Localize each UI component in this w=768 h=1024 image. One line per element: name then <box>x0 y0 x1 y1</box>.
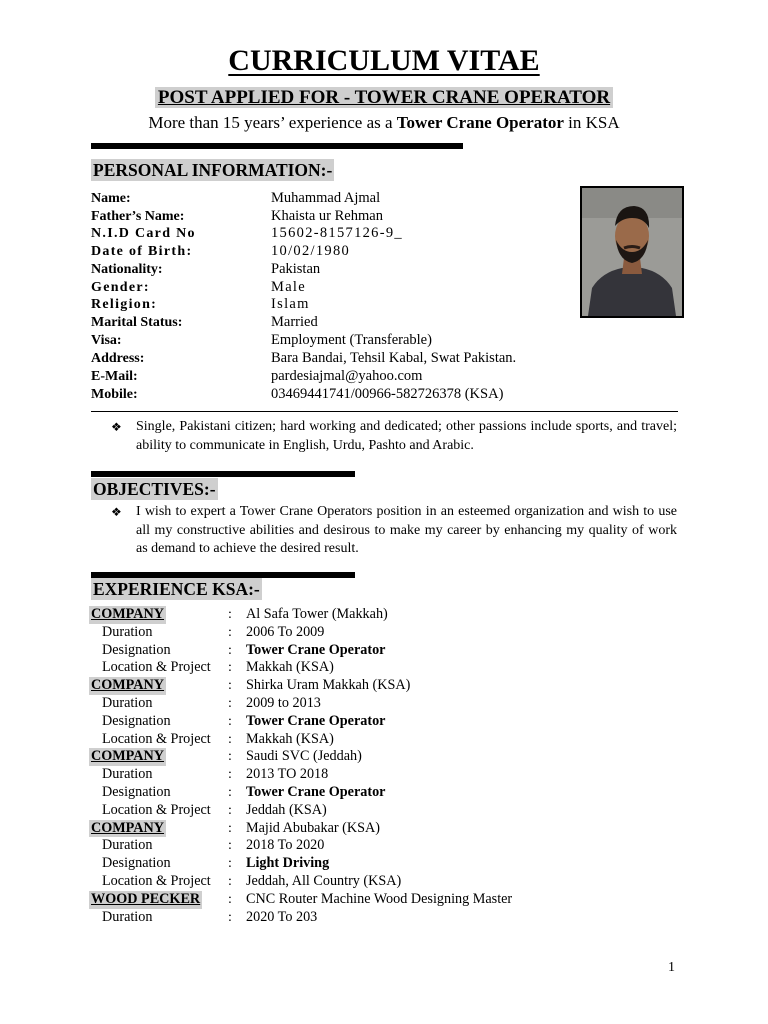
value-nid: 15602-8157126-9_ <box>271 225 403 241</box>
objectives-paragraph <box>91 503 677 559</box>
experience-value: Jeddah, All Country (KSA) <box>246 873 402 889</box>
colon-separator: : <box>228 856 232 872</box>
colon-separator: : <box>228 660 232 676</box>
experience-label: Designation <box>102 855 171 872</box>
colon-separator: : <box>228 696 232 711</box>
label-marital-status: Marital Status: <box>91 315 183 330</box>
colon-separator: : <box>228 624 232 640</box>
colon-separator: : <box>228 642 232 658</box>
post-applied <box>0 87 768 109</box>
company-name: CNC Router Machine Wood Designing Master <box>246 890 513 907</box>
colon-separator: : <box>228 713 232 729</box>
experience-value: Tower Crane Operator <box>246 712 386 729</box>
colon-separator: : <box>228 607 232 622</box>
colon-separator: : <box>228 731 232 747</box>
value-gender: Male <box>271 279 306 295</box>
experience-label: Location & Project <box>102 659 211 676</box>
label-visa: Visa: <box>91 333 122 348</box>
experience-label: Location & Project <box>102 801 211 818</box>
experience-label: Designation <box>102 641 171 658</box>
value-marital-status: Married <box>271 314 318 330</box>
person-silhouette-icon <box>582 188 682 316</box>
value-visa: Employment (Transferable) <box>271 332 432 348</box>
experience-value: 2020 To 203 <box>246 908 318 925</box>
section-heading-experience: EXPERIENCE KSA:- <box>93 579 260 599</box>
colon-separator: : <box>228 874 232 889</box>
label-nationality: Nationality: <box>91 262 163 277</box>
label-email: E-Mail: <box>91 369 138 384</box>
company-name: Saudi SVC (Jeddah) <box>246 748 362 765</box>
colon-separator: : <box>228 678 232 694</box>
label-gender: Gender: <box>91 280 150 295</box>
label-religion: Religion: <box>91 297 158 312</box>
value-mobile: 03469441741/00966-582726378 (KSA) <box>271 386 504 402</box>
page-number: 1 <box>668 960 675 975</box>
experience-label: Designation <box>102 712 171 729</box>
colon-separator: : <box>228 909 232 925</box>
value-address: Bara Bandai, Tehsil Kabal, Swat Pakistan. <box>271 350 517 366</box>
experience-label: Location & Project <box>102 873 211 889</box>
value-dob: 10/02/1980 <box>271 243 351 259</box>
section-heading-personal: PERSONAL INFORMATION:- <box>93 160 333 180</box>
divider <box>91 411 678 412</box>
experience-summary-line <box>0 113 768 133</box>
colon-separator: : <box>228 767 232 783</box>
experience-value: Tower Crane Operator <box>246 641 386 658</box>
personal-summary <box>91 418 677 455</box>
value-email: pardesiajmal@yahoo.com <box>271 368 423 384</box>
company-label: WOOD PECKER <box>91 890 201 907</box>
value-name: Muhammad Ajmal <box>271 190 381 206</box>
company-label: COMPANY <box>91 819 165 836</box>
experience-value: Light Driving <box>246 855 330 872</box>
divider <box>91 143 463 149</box>
experience-label: Designation <box>102 784 171 800</box>
diamond-bullet-icon: ❖ <box>111 420 122 434</box>
personal-summary-text: Single, Pakistani citizen; hard working and dedicated; other passions include sports, and travel; ability to communicate in English, Urdu, Pashto and Arabic. <box>136 419 677 453</box>
section-heading-objectives: OBJECTIVES:- <box>93 479 216 499</box>
value-fathers-name: Khaista ur Rehman <box>271 208 383 224</box>
divider <box>91 471 355 477</box>
company-name: Al Safa Tower (Makkah) <box>246 606 388 622</box>
company-label: COMPANY <box>91 748 165 765</box>
experience-value: Makkah (KSA) <box>246 659 334 676</box>
profile-photo <box>580 186 684 318</box>
experience-value: 2009 to 2013 <box>246 695 321 711</box>
objectives-text: I wish to expert a Tower Crane Operators position in an esteemed organization and wish to use all my constructive abilities and desirous to make my career by enhancing my quality of work as demand to achieve the desired result. <box>136 504 677 556</box>
experience-value: Makkah (KSA) <box>246 730 334 747</box>
label-mobile: Mobile: <box>91 387 138 402</box>
label-name: Name: <box>91 191 131 206</box>
colon-separator: : <box>228 820 232 836</box>
company-name: Shirka Uram Makkah (KSA) <box>246 677 411 694</box>
company-label: COMPANY <box>91 606 165 622</box>
colon-separator: : <box>228 785 232 800</box>
experience-value: Tower Crane Operator <box>246 784 386 800</box>
experience-label: Duration <box>102 837 153 854</box>
experience-label: Duration <box>102 908 153 925</box>
post-applied-text: POST APPLIED FOR - TOWER CRANE OPERATOR <box>155 87 613 108</box>
experience-value: 2006 To 2009 <box>246 623 325 640</box>
label-dob: Date of Birth: <box>91 244 193 259</box>
experience-label: Duration <box>102 766 153 783</box>
colon-separator: : <box>228 838 232 854</box>
colon-separator: : <box>228 802 232 818</box>
summary-pre: More than 15 years’ experience as a <box>148 113 397 132</box>
summary-bold: Tower Crane Operator <box>396 113 564 132</box>
experience-label: Duration <box>102 695 153 711</box>
summary-post: in KSA <box>563 113 620 132</box>
label-address: Address: <box>91 351 145 366</box>
company-name: Majid Abubakar (KSA) <box>246 819 380 836</box>
label-fathers-name: Father’s Name: <box>91 209 185 224</box>
value-nationality: Pakistan <box>271 261 321 277</box>
experience-value: 2018 To 2020 <box>246 837 325 854</box>
experience-label: Duration <box>102 623 153 640</box>
experience-value: 2013 TO 2018 <box>246 766 329 783</box>
diamond-bullet-icon: ❖ <box>111 505 122 519</box>
colon-separator: : <box>228 749 232 765</box>
cv-title: CURRICULUM VITAE <box>228 44 540 77</box>
colon-separator: : <box>228 891 232 907</box>
company-label: COMPANY <box>91 677 165 694</box>
label-nid: N.I.D Card No <box>91 226 196 241</box>
experience-value: Jeddah (KSA) <box>246 801 327 818</box>
value-religion: Islam <box>271 296 310 312</box>
experience-label: Location & Project <box>102 730 211 747</box>
